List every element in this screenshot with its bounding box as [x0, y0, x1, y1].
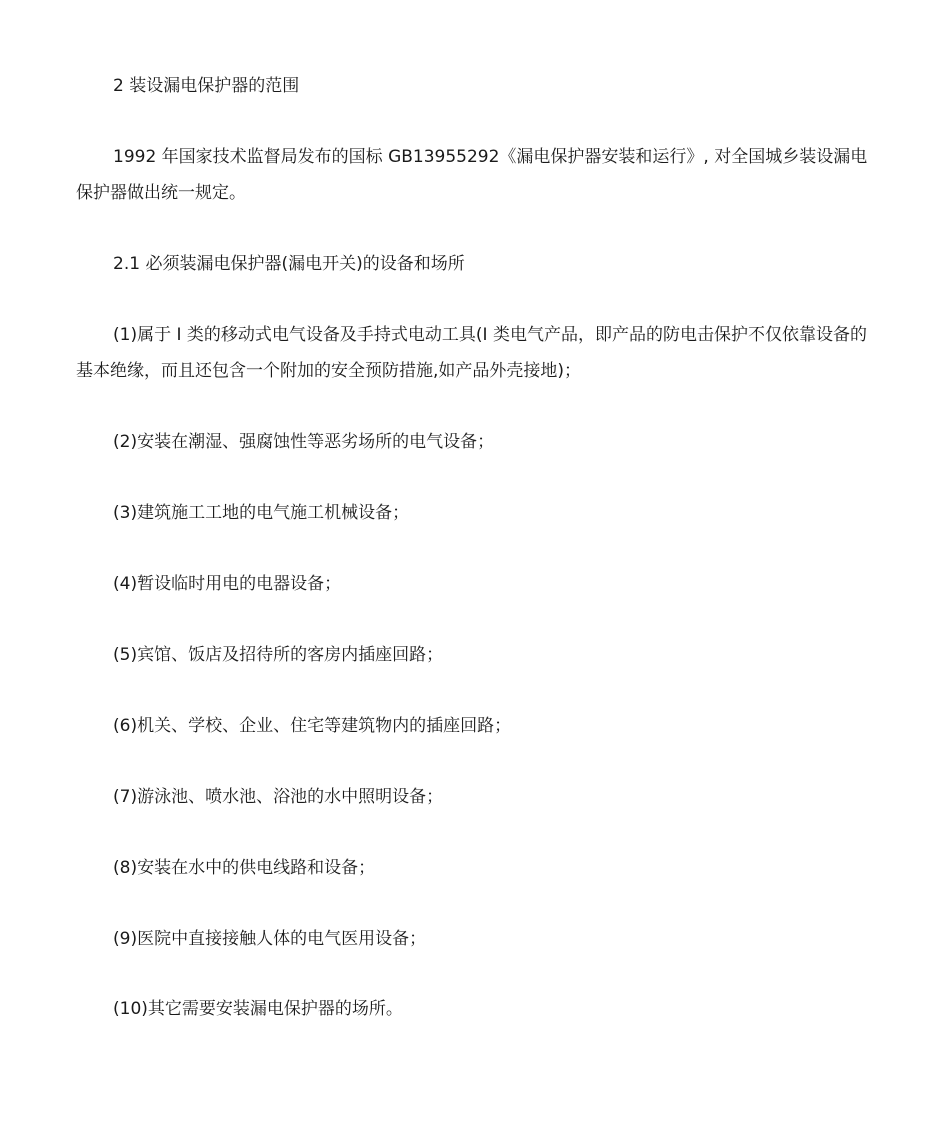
list-item-3: (3)建筑施工工地的电气施工机械设备； — [113, 503, 410, 523]
list-item-4: (4)暂设临时用电的电器设备； — [113, 574, 342, 594]
list-item-8: (8)安装在水中的供电线路和设备； — [113, 858, 376, 878]
intro-paragraph: 1992 年国家技术监督局发布的国标 GB13955292《漏电保护器安装和运行》, 对全国城乡装设漏电保护器做出统一规定。 — [76, 147, 868, 203]
section-heading: 2 装设漏电保护器的范围 — [113, 76, 300, 96]
subsection-heading: 2.1 必须装漏电保护器(漏电开关)的设备和场所 — [113, 254, 465, 274]
list-item-1: (1)属于 I 类的移动式电气设备及手持式电动工具(I 类电气产品，即产品的防电击保护不仅依靠设备的基本绝缘，而且还包含一个附加的安全预防措施,如产品外壳接地)； — [76, 325, 867, 381]
list-item-6: (6)机关、学校、企业、住宅等建筑物内的插座回路； — [113, 716, 512, 736]
list-item-7: (7)游泳池、喷水池、浴池的水中照明设备； — [113, 787, 444, 807]
list-item-5: (5)宾馆、饭店及招待所的客房内插座回路； — [113, 645, 444, 665]
list-item-10: (10)其它需要安装漏电保护器的场所。 — [113, 999, 403, 1019]
list-item-2: (2)安装在潮湿、强腐蚀性等恶劣场所的电气设备； — [113, 432, 495, 452]
list-item-9: (9)医院中直接接触人体的电气医用设备； — [113, 929, 427, 949]
